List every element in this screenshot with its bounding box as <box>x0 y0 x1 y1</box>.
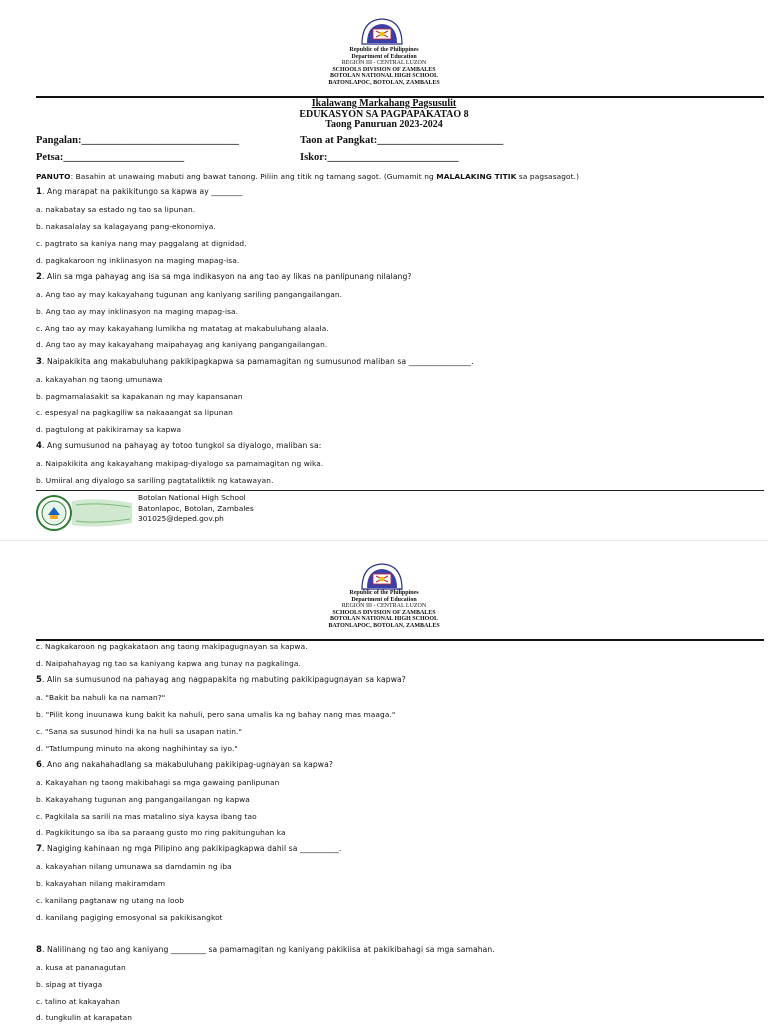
instructions-bold: MALALAKING TITIK <box>436 172 517 181</box>
header-school: BOTOLAN NATIONAL HIGH SCHOOL <box>330 616 438 623</box>
choice-4c: c. Nagkakaroon ng pagkakataon ang taong makipagugnayan sa kapwa. <box>36 642 308 651</box>
question-2 <box>36 272 412 282</box>
choice-2d: d. Ang tao ay may kakayahang maipahayag ang kaniyang pangangailangan. <box>36 340 328 349</box>
instructions-text1: : Basahin at unawaing mabuti ang bawat tanong. Piliin ang titik ng tamang sagot. (Gumamit ng <box>70 172 437 181</box>
question-number: 1 <box>36 187 43 197</box>
school-header <box>0 47 768 87</box>
choice-1c: c. pagtrato sa kaniya nang may paggalang at dignidad. <box>36 239 247 248</box>
petsa-field: Petsa:_______________________ <box>36 152 185 163</box>
choice-8d: d. tungkulin at karapatan <box>36 1013 133 1022</box>
header-region: REGION III - CENTRAL LUZON <box>341 60 427 67</box>
question-number: 3 <box>36 357 43 367</box>
header-divider <box>36 639 764 641</box>
question-text: . Ang marapat na pakikitungo sa kapwa ay ________ <box>42 187 243 196</box>
header-department: Department of Education <box>351 596 417 603</box>
pangalan-field: Pangalan:______________________________ <box>36 135 240 146</box>
question-6 <box>36 760 333 770</box>
question-text: . Alin sa sumusunod na pahayag ang nagpapakita ng mabuting pakikipagugnayan sa kapwa? <box>42 675 406 684</box>
header-region: REGION III - CENTRAL LUZON <box>341 603 427 610</box>
school-header <box>0 590 768 630</box>
footer-address: Batonlapoc, Botolan, Zambales <box>138 503 254 513</box>
choice-3a: a. kakayahan ng taong umunawa <box>36 375 163 384</box>
question-number: 4 <box>36 441 43 451</box>
question-text: . Naipakikita ang makabuluhang pakikipagkapwa sa pamamagitan ng sumusunod maliban sa ________________. <box>42 357 474 366</box>
question-number: 5 <box>36 675 43 685</box>
question-8 <box>36 945 495 955</box>
choice-8b: b. sipag at tiyaga <box>36 980 103 989</box>
deped-seal-icon <box>359 563 405 591</box>
question-number: 8 <box>36 945 43 955</box>
exam-title <box>0 99 768 131</box>
header-school: BOTOLAN NATIONAL HIGH SCHOOL <box>330 73 438 80</box>
choice-3d: d. pagtulong at pakikiramay sa kapwa <box>36 425 182 434</box>
question-3 <box>36 357 474 367</box>
header-republic: Republic of the Philippines <box>349 590 419 596</box>
header-address: BATONLAPOC, BOTOLAN, ZAMBALES <box>328 79 440 86</box>
choice-8c: c. talino at kakayahan <box>36 997 120 1006</box>
footer-email: 301025@deped.gov.ph <box>138 514 224 524</box>
choice-5c: c. "Sana sa susunod hindi ka na huli sa usapan natin." <box>36 727 242 736</box>
iskor-field: Iskor:_________________________ <box>300 152 459 163</box>
exam-title-line3: Taong Panuruan 2023-2024 <box>325 119 443 130</box>
instructions-label: PANUTO <box>36 172 71 181</box>
choice-7c: c. kanilang pagtanaw ng utang na loob <box>36 896 185 905</box>
question-number: 6 <box>36 760 43 770</box>
choice-5b: b. "Pilit kong inuunawa kung bakit ka nahuli, pero sana umalis ka ng bahay nang mas maaga." <box>36 710 396 719</box>
header-division: SCHOOLS DIVISION OF ZAMBALES <box>332 609 436 616</box>
header-department: Department of Education <box>351 53 417 60</box>
instructions-text2: sa pagsasagot.) <box>516 172 580 181</box>
question-1 <box>36 187 243 197</box>
choice-2b: b. Ang tao ay may inklinasyon na maging mapag-isa. <box>36 307 239 316</box>
question-number: 2 <box>36 272 43 282</box>
choice-7b: b. kakayahan nilang makiramdam <box>36 879 166 888</box>
choice-2c: c. Ang tao ay may kakayahang lumikha ng matatag at makabuluhang alaala. <box>36 324 329 333</box>
choice-3b: b. pagmamalasakit sa kapakanan ng may kapansanan <box>36 392 243 401</box>
choice-7a: a. kakayahan nilang umunawa sa damdamin ng iba <box>36 862 232 871</box>
exam-title-line2: EDUKASYON SA PAGPAPAKATAO 8 <box>299 108 469 120</box>
choice-1a: a. nakabatay sa estado ng tao sa lipunan. <box>36 205 196 214</box>
question-text: . Nalilinang ng tao ang kaniyang _________ sa pamamagitan ng kaniyang pakikiisa at pakikibahagi sa mga samahan. <box>42 945 495 954</box>
choice-8a: a. kusa at pananagutan <box>36 963 126 972</box>
choice-3c: c. espesyal na pagkagiliw sa nakaaangat sa lipunan <box>36 408 233 417</box>
question-7 <box>36 844 341 854</box>
deped-seal-icon <box>359 18 405 46</box>
choice-4d: d. Naipahahayag ng tao sa kaniyang kapwa ang tunay na pagkalinga. <box>36 659 301 668</box>
school-logo-icon <box>36 493 134 533</box>
header-division: SCHOOLS DIVISION OF ZAMBALES <box>332 66 436 73</box>
choice-4a: a. Naipakikita ang kakayahang makipag-diyalogo sa pamamagitan ng wika. <box>36 459 324 468</box>
choice-1d: d. pagkakaroon ng inklinasyon na maging mapag-isa. <box>36 256 240 265</box>
question-text: . Ang sumusunod na pahayag ay totoo tungkol sa diyalogo, maliban sa: <box>42 441 322 450</box>
question-4 <box>36 441 321 451</box>
taon-pangkat-field: Taon at Pangkat:________________________ <box>300 135 504 146</box>
choice-1b: b. nakasalalay sa kalagayang pang-ekonomiya. <box>36 222 216 231</box>
question-text: . Nagiging kahinaan ng mga Pilipino ang pakikipagkapwa dahil sa __________. <box>42 844 342 853</box>
question-text: . Ano ang nakahahadlang sa makabuluhang pakikipag-ugnayan sa kapwa? <box>42 760 333 769</box>
choice-6a: a. Kakayahan ng taong makibahagi sa mga gawaing panlipunan <box>36 778 280 787</box>
choice-7d: d. kanilang pagiging emosyonal sa pakikisangkot <box>36 913 223 922</box>
footer-school: Botolan National High School <box>138 493 246 502</box>
choice-5d: d. "Tatlumpung minuto na akong naghihintay sa iyo." <box>36 744 238 753</box>
page-two <box>0 540 768 1025</box>
question-5 <box>36 675 406 685</box>
instructions <box>36 172 579 181</box>
header-republic: Republic of the Philippines <box>349 47 419 53</box>
question-text: . Alin sa mga pahayag ang isa sa mga indikasyon na ang tao ay likas na panlipunang nilalang? <box>42 272 412 281</box>
question-number: 7 <box>36 844 43 854</box>
choice-6d: d. Pagkikitungo sa iba sa paraang gusto mo ring pakitunguhan ka <box>36 828 286 837</box>
header-address: BATONLAPOC, BOTOLAN, ZAMBALES <box>328 622 440 629</box>
choice-6c: c. Pagkilala sa sarili na mas matalino siya kaysa ibang tao <box>36 812 257 821</box>
choice-2a: a. Ang tao ay may kakayahang tugunan ang kaniyang sariling pangangailangan. <box>36 290 343 299</box>
choice-5a: a. "Bakit ba nahuli ka na naman?" <box>36 693 166 702</box>
choice-6b: b. Kakayahang tugunan ang pangangailangan ng kapwa <box>36 795 250 804</box>
exam-title-line1: Ikalawang Markahang Pagsusulit <box>311 98 457 109</box>
footer-contact <box>138 493 254 525</box>
choice-4b: b. Umiiral ang diyalogo sa sariling pagtatalikŧik ng katawayan. <box>36 476 274 485</box>
footer-divider <box>36 490 764 491</box>
